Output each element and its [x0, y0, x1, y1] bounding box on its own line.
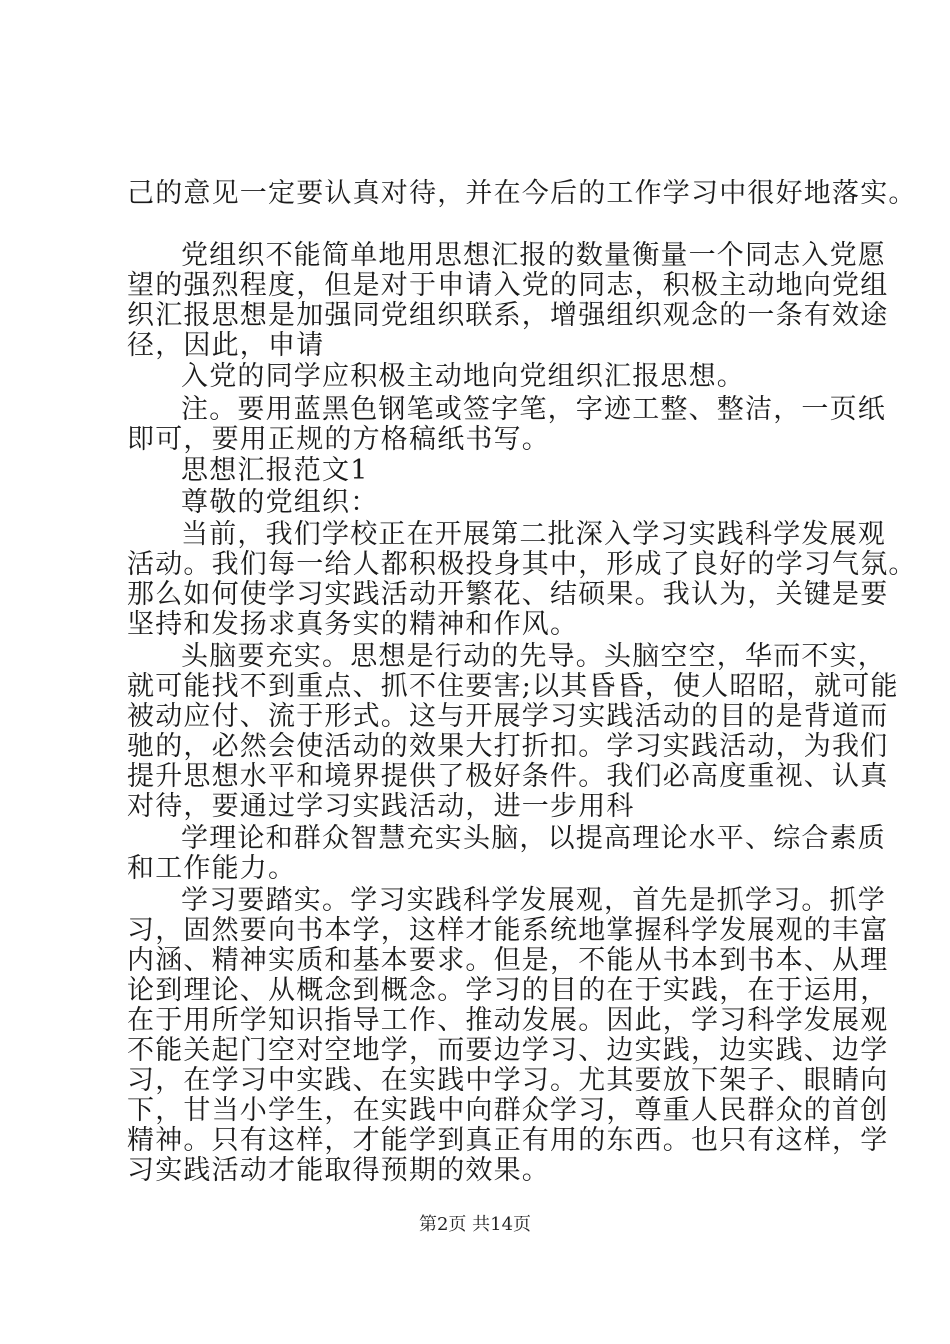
- paragraph-first-line: 头脑要充实。思想是行动的先导。头脑空空，华而不实，: [181, 641, 886, 672]
- text-line: 提升思想水平和境界提供了极好条件。我们必高度重视、认真: [127, 761, 889, 792]
- text-line: 那么如何使学习实践活动开繁花、结硕果。我认为，关键是要: [127, 579, 889, 610]
- text-line: 己的意见一定要认真对待，并在今后的工作学习中很好地落实。: [127, 178, 917, 209]
- text-line: 习，在学习中实践、在实践中学习。尤其要放下架子、眼睛向: [127, 1065, 889, 1096]
- text-line: 不能关起门空对空地学，而要边学习、边实践，边实践、边学: [127, 1035, 889, 1066]
- text-line: 被动应付、流于形式。这与开展学习实践活动的目的是背道而: [127, 701, 889, 732]
- paragraph-first-line: 学理论和群众智慧充实头脑，以提高理论水平、综合素质: [181, 823, 886, 854]
- paragraph-first-line: 注。要用蓝黑色钢笔或签字笔，字迹工整、整洁，一页纸: [181, 394, 886, 425]
- salutation: 尊敬的党组织：: [181, 487, 379, 518]
- paragraph-first-line: 学习要踏实。学习实践科学发展观，首先是抓学习。抓学: [181, 885, 886, 916]
- text-line: 即可，要用正规的方格稿纸书写。: [127, 424, 550, 455]
- text-line: 习，固然要向书本学，这样才能系统地掌握科学发展观的丰富: [127, 915, 889, 946]
- text-line: 精神。只有这样，才能学到真正有用的东西。也只有这样，学: [127, 1125, 889, 1156]
- text-line: 论到理论、从概念到概念。学习的目的在于实践，在于运用，: [127, 975, 889, 1006]
- paragraph-first-line: 入党的同学应积极主动地向党组织汇报思想。: [181, 361, 745, 392]
- text-line: 和工作能力。: [127, 853, 297, 884]
- text-line: 望的强烈程度，但是对于申请入党的同志，积极主动地向党组: [127, 270, 889, 301]
- text-line: 坚持和发扬求真务实的精神和作风。: [127, 609, 579, 640]
- text-line: 内涵、精神实质和基本要求。但是，不能从书本到书本、从理: [127, 945, 889, 976]
- paragraph-first-line: 党组织不能简单地用思想汇报的数量衡量一个同志入党愿: [181, 240, 886, 271]
- text-line: 径，因此，申请: [127, 330, 325, 361]
- text-line: 在于用所学知识指导工作、推动发展。因此，学习科学发展观: [127, 1005, 889, 1036]
- section-title: 思想汇报范文1: [181, 455, 369, 486]
- text-line: 织汇报思想是加强同党组织联系，增强组织观念的一条有效途: [127, 300, 889, 331]
- text-line: 下，甘当小学生，在实践中向群众学习，尊重人民群众的首创: [127, 1095, 889, 1126]
- text-line: 对待，要通过学习实践活动，进一步用科: [127, 791, 635, 822]
- page-number-footer: 第2页 共14页: [418, 1214, 532, 1235]
- paragraph-first-line: 当前，我们学校正在开展第二批深入学习实践科学发展观: [181, 519, 886, 550]
- text-line: 习实践活动才能取得预期的效果。: [127, 1155, 550, 1186]
- text-line: 驰的，必然会使活动的效果大打折扣。学习实践活动，为我们: [127, 731, 889, 762]
- text-line: 活动。我们每一给人都积极投身其中，形成了良好的学习气氛。: [127, 549, 917, 580]
- text-line: 就可能找不到重点、抓不住要害;以其昏昏，使人昭昭，就可能: [127, 671, 899, 702]
